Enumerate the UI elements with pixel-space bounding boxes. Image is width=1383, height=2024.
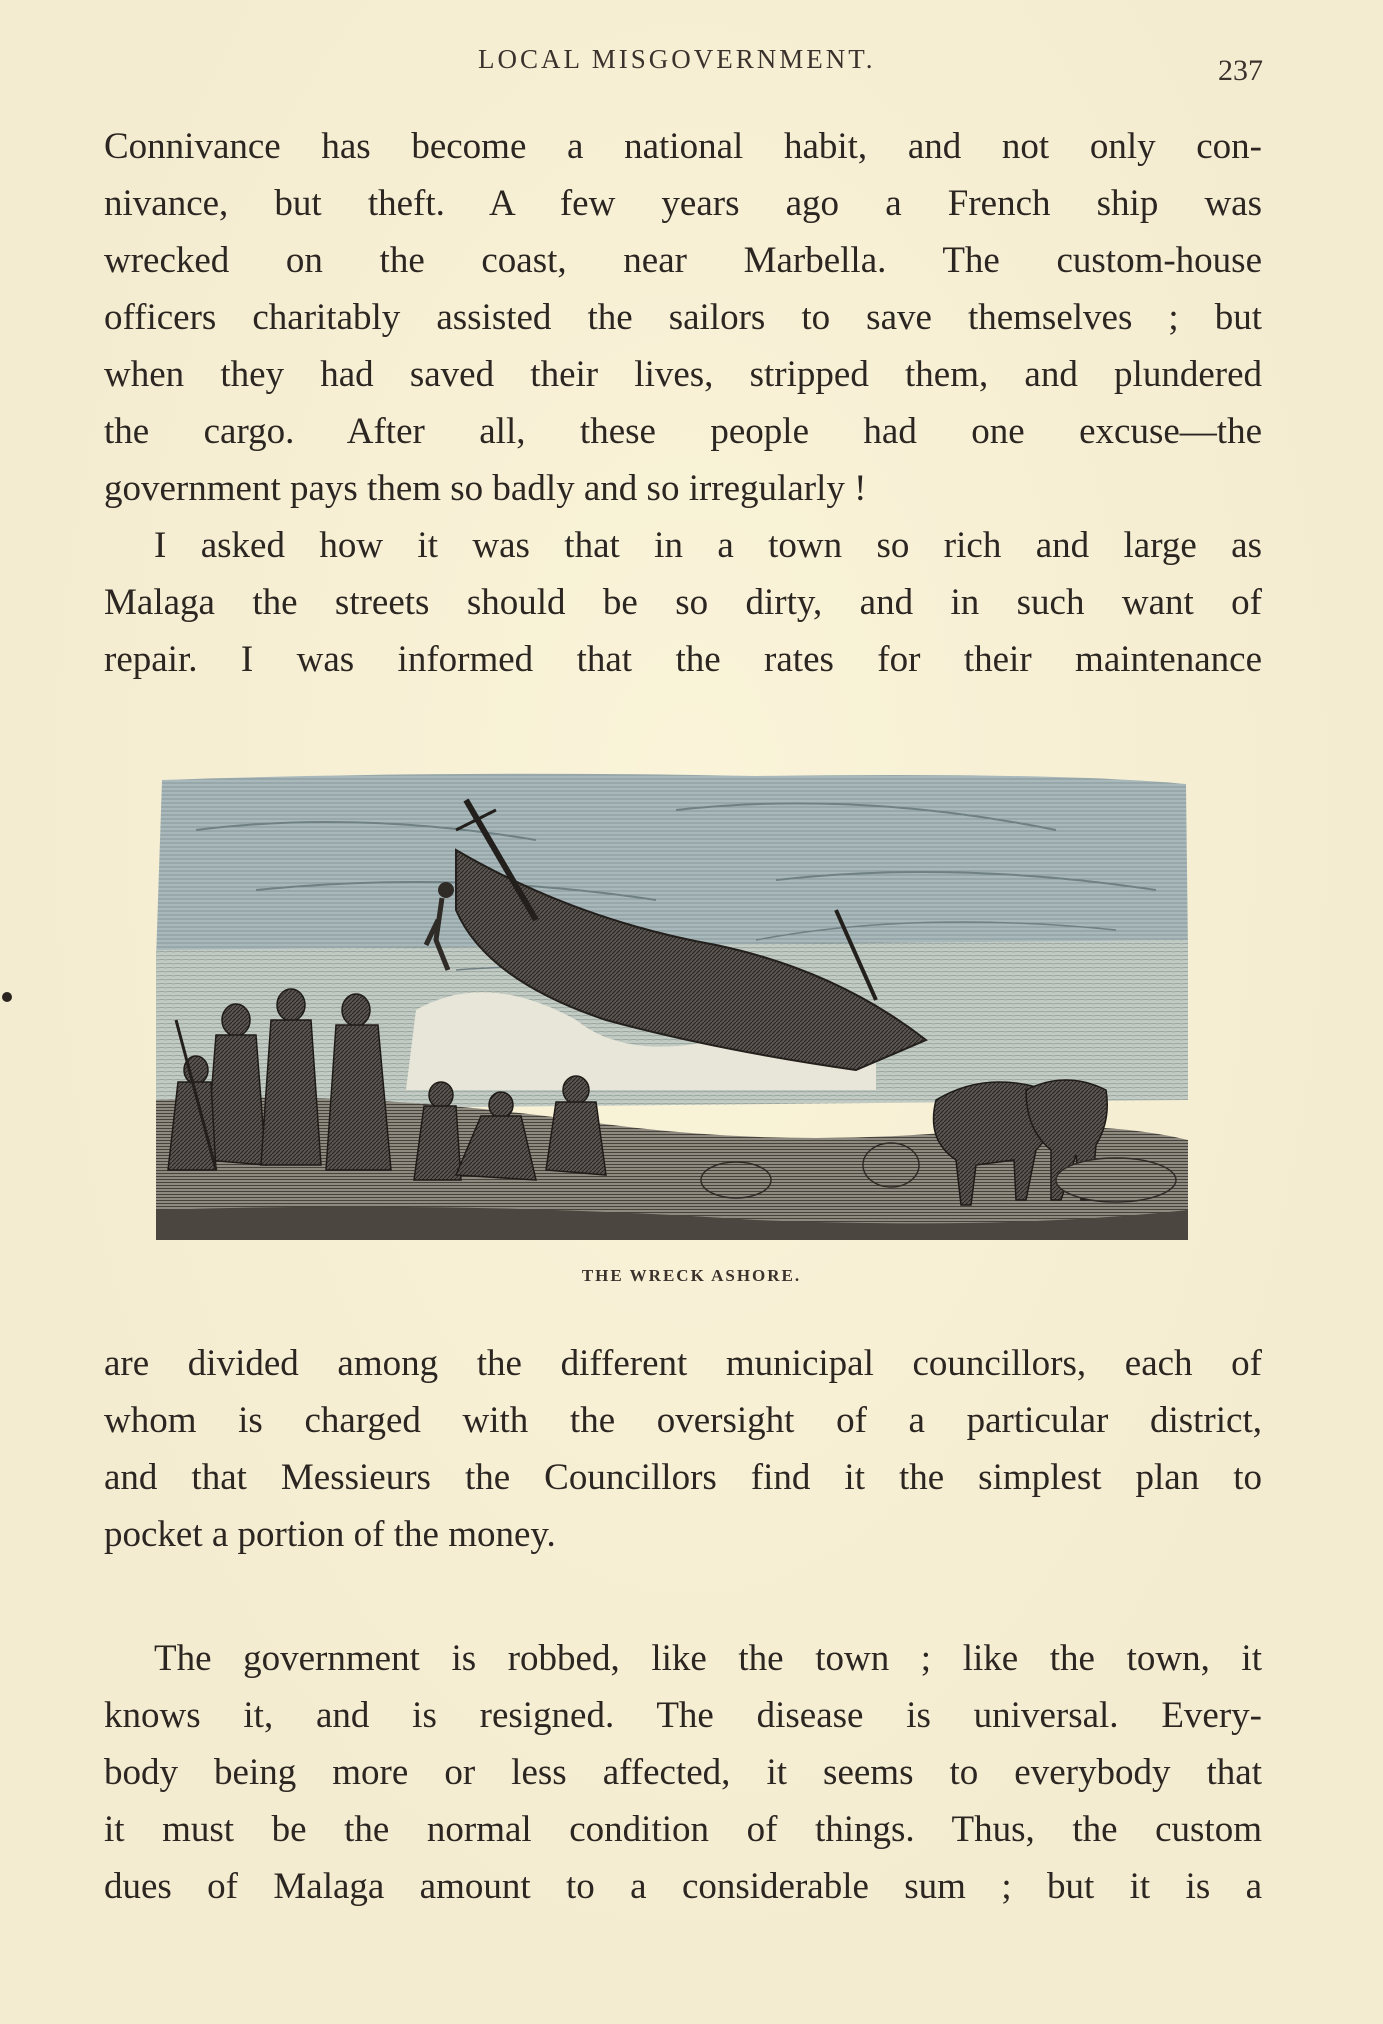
text-line: wrecked on the coast, near Marbella. The custom-house [104,240,1262,281]
paragraph-block-bottom [104,1630,1262,1915]
text-line: Connivance has become a national habit, and not only con- [104,126,1262,167]
figure-caption: THE WRECK ASHORE. [581,1266,802,1285]
wreck-illustration [156,770,1192,1240]
text-line: nivance, but theft. A few years ago a French ship was [104,183,1262,224]
text-line: knows it, and is resigned. The disease is universal. Every- [104,1695,1262,1736]
text-line: dues of Malaga amount to a considerable sum ; but it is a [104,1866,1262,1907]
text-line: whom is charged with the oversight of a particular district, [104,1400,1262,1441]
text-line: are divided among the different municipal councillors, each of [104,1343,1262,1384]
text-line: government pays them so badly and so irregularly ! [104,468,867,509]
text-line: it must be the normal condition of things. Thus, the custom [104,1809,1262,1850]
page-number: 237 [1218,54,1263,87]
text-line: I asked how it was that in a town so rich and large as [154,525,1262,566]
text-line: officers charitably assisted the sailors to save themselves ; but [104,297,1262,338]
text-line: and that Messieurs the Councillors find it the simplest plan to [104,1457,1262,1498]
engraving-image [156,770,1192,1240]
text-line: pocket a portion of the money. [104,1514,556,1555]
text-line: body being more or less affected, it seems to everybody that [104,1752,1262,1793]
paragraph-block-middle [104,1335,1262,1563]
text-line: when they had saved their lives, stripped them, and plundered [104,354,1262,395]
text-line: repair. I was informed that the rates for their maintenance [104,639,1262,680]
paragraph-block-top [104,118,1262,688]
running-title: LOCAL MISGOVERNMENT. [478,44,876,74]
text-line: Malaga the streets should be so dirty, and in such want of [104,582,1262,623]
ink-spot [2,992,12,1002]
text-line: The government is robbed, like the town ; like the town, it [154,1638,1262,1679]
text-line: the cargo. After all, these people had one excuse—the [104,411,1262,452]
